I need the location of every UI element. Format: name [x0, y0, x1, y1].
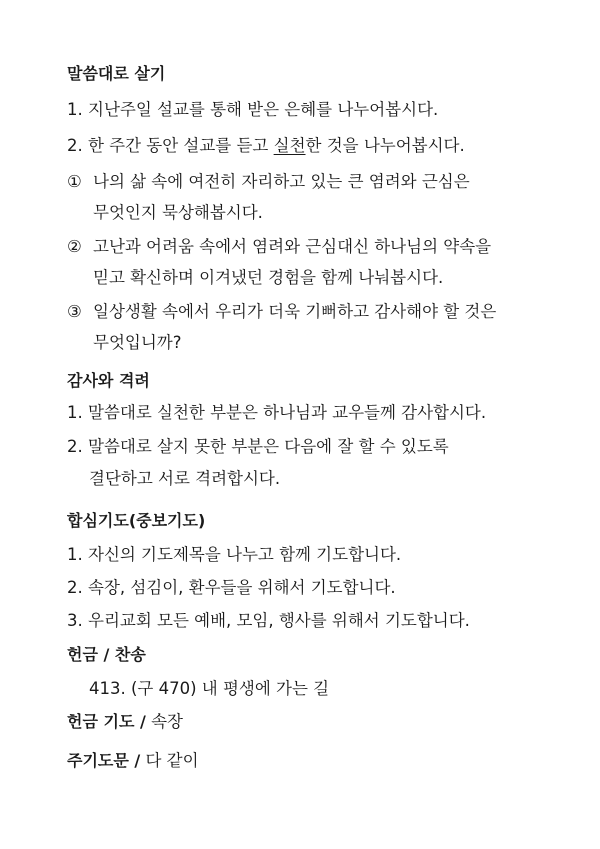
- item-number: 1.: [67, 545, 83, 564]
- item-number: 1.: [67, 100, 83, 119]
- section-title-united-prayer: 합심기도(중보기도): [67, 511, 206, 530]
- sub-list-item: [67, 172, 470, 192]
- sub-list-item: [67, 237, 491, 257]
- item-text: 우리교회 모든 예배, 모임, 행사를 위해서 기도합니다.: [88, 611, 470, 630]
- list-item: [67, 578, 396, 598]
- lords-prayer-leader: 다 같이: [145, 751, 199, 770]
- sub-list-item: [67, 302, 496, 322]
- circled-number: ①: [67, 172, 82, 191]
- item-text: 말씀대로 실천한 부분은 하나님과 교우들께 감사합시다.: [88, 403, 487, 422]
- list-item: [67, 403, 486, 423]
- hymn-line: 413. (구 470) 내 평생에 가는 길: [89, 679, 330, 698]
- item-text: 말씀대로 살지 못한 부분은 다음에 잘 할 수 있도록: [88, 437, 449, 456]
- item-number: 3.: [67, 611, 83, 630]
- circled-number: ②: [67, 237, 82, 256]
- item-text: 한 것을 나누어봅시다.: [305, 136, 465, 155]
- section-title-thanks-encouragement: 감사와 격려: [67, 371, 150, 390]
- offering-prayer-leader: 속장: [151, 712, 183, 731]
- section-title-living-by-word: 말씀대로 살기: [67, 64, 166, 83]
- sub-item-text: 나의 삶 속에 여전히 자리하고 있는 큰 염려와 근심은: [93, 172, 470, 191]
- item-text-underlined: 실천: [273, 136, 306, 155]
- item-text: 자신의 기도제목을 나누고 함께 기도합니다.: [88, 545, 402, 564]
- list-item: [67, 545, 401, 565]
- offering-hymn-title: 헌금 / 찬송: [67, 645, 146, 664]
- item-continuation: 결단하고 서로 격려합시다.: [89, 469, 281, 488]
- item-number: 2.: [67, 136, 83, 155]
- item-text: 한 주간 동안 설교를 듣고: [88, 136, 274, 155]
- offering-prayer-title: 헌금 기도 /: [67, 712, 146, 731]
- sub-item-continuation: 믿고 확신하며 이겨냈던 경험을 함께 나눠봅시다.: [93, 268, 444, 287]
- sub-item-continuation: 무엇인지 묵상해봅시다.: [93, 203, 263, 222]
- sub-item-continuation: 무엇입니까?: [93, 333, 182, 352]
- sub-item-text: 일상생활 속에서 우리가 더욱 기뻐하고 감사해야 할 것은: [93, 302, 497, 321]
- list-item: [67, 437, 449, 457]
- item-number: 2.: [67, 437, 83, 456]
- list-item: [67, 100, 438, 120]
- item-number: 2.: [67, 578, 83, 597]
- item-text: 속장, 섬김이, 환우들을 위해서 기도합니다.: [88, 578, 396, 597]
- item-number: 1.: [67, 403, 83, 422]
- lords-prayer-title: 주기도문 /: [67, 751, 141, 770]
- lords-prayer-line: [67, 751, 199, 771]
- sub-item-text: 고난과 어려움 속에서 염려와 근심대신 하나님의 약속을: [93, 237, 492, 256]
- circled-number: ③: [67, 302, 82, 321]
- list-item: [67, 611, 470, 631]
- list-item: [67, 136, 465, 156]
- offering-prayer-line: [67, 712, 183, 732]
- item-text: 지난주일 설교를 통해 받은 은혜를 나누어봅시다.: [88, 100, 439, 119]
